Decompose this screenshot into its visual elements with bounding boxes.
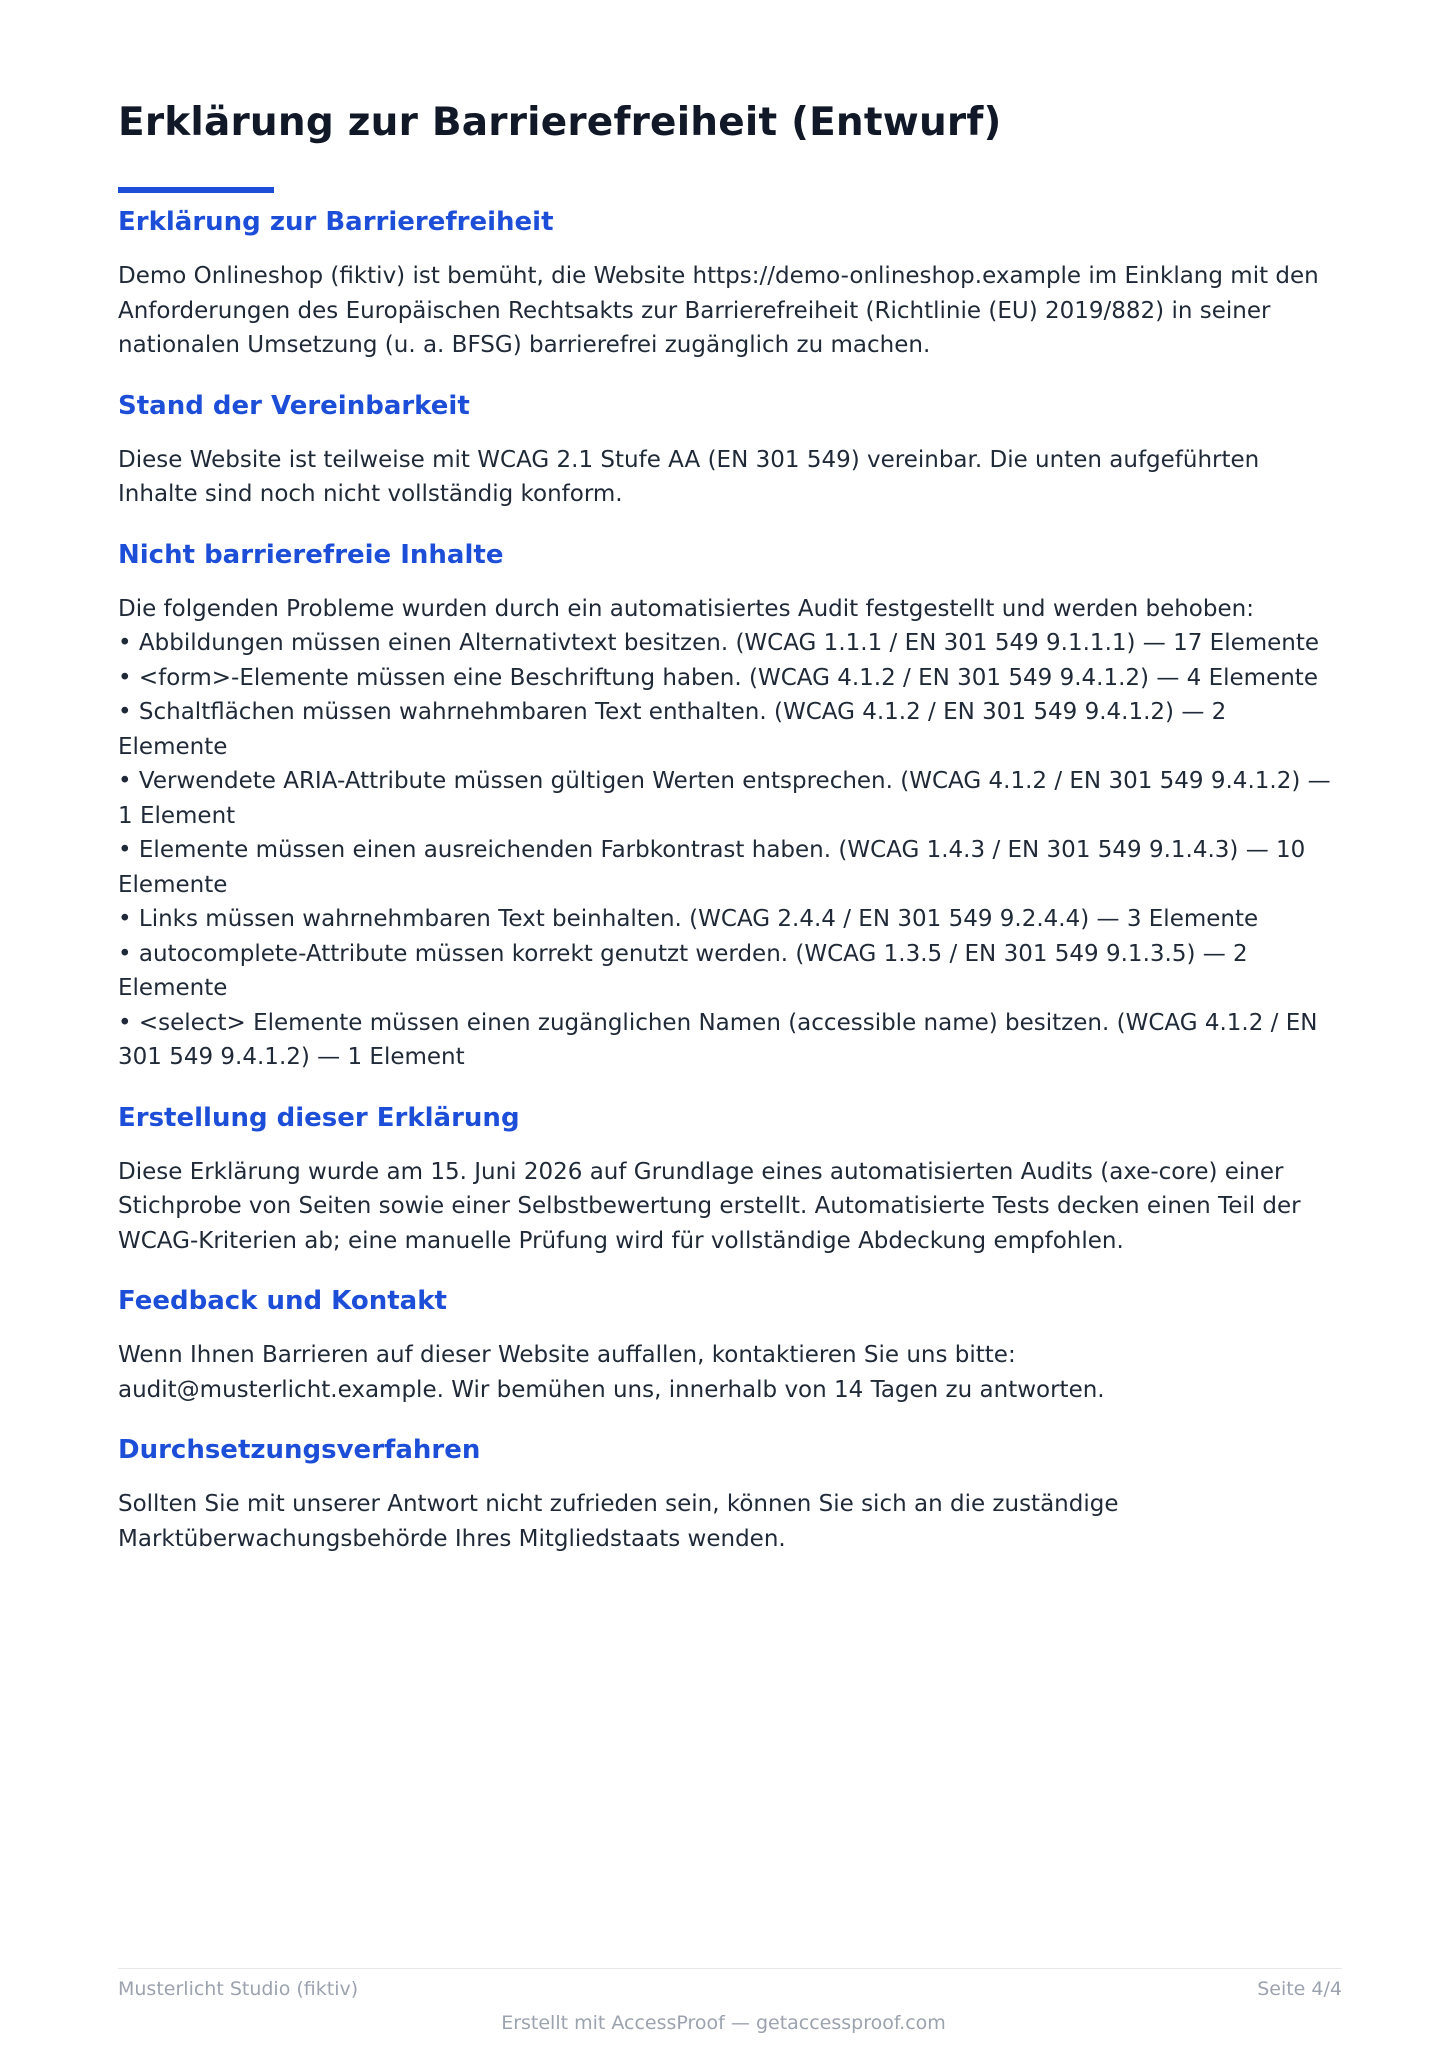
list-item: • Links müssen wahrnehmbaren Text beinhalten. (WCAG 2.4.4 / EN 301 549 9.2.4.4) — 3 Elemente <box>118 902 1342 937</box>
section-intro <box>118 205 1342 363</box>
section-paragraph: Demo Onlineshop (fiktiv) ist bemüht, die Website https://demo-onlineshop.example im Einklang mit den Anforderungen des Europäischen Rechtsakts zur Barrierefreiheit (Richtlinie (EU) 2019/882) in seiner nationalen Umsetzung (u. a. BFSG) barrierefrei zugänglich zu machen. <box>118 263 1319 358</box>
section-creation <box>118 1101 1342 1259</box>
footer-divider <box>118 1968 1342 1969</box>
section-paragraph: Diese Website ist teilweise mit WCAG 2.1 Stufe AA (EN 301 549) vereinbar. Die unten aufgeführten Inhalte sind noch nicht vollständig konform. <box>118 446 1260 507</box>
section-heading: Feedback und Kontakt <box>118 1286 447 1316</box>
page-title: Erklärung zur Barrierefreiheit (Entwurf) <box>118 100 1002 145</box>
list-item: • <form>-Elemente müssen eine Beschriftung haben. (WCAG 4.1.2 / EN 301 549 9.4.1.2) — 4 Elemente <box>118 661 1342 696</box>
footer-page-number: Seite 4/4 <box>1257 1978 1342 2000</box>
section-paragraph: Wenn Ihnen Barrieren auf dieser Website auffallen, kontaktieren Sie uns bitte: audit@musterlicht.example. Wir bemühen uns, innerhalb von 14 Tagen zu antworten. <box>118 1342 1105 1403</box>
list-item: • <select> Elemente müssen einen zugänglichen Namen (accessible name) besitzen. (WCAG 4.1.2 / EN 301 549 9.4.1.2) — 1 Element <box>118 1006 1342 1075</box>
list-item: • Elemente müssen einen ausreichenden Farbkontrast haben. (WCAG 1.4.3 / EN 301 549 9.1.4.3) — 10 Elemente <box>118 833 1342 902</box>
section-heading: Durchsetzungsverfahren <box>118 1435 481 1465</box>
issues-intro: Die folgenden Probleme wurden durch ein automatisiertes Audit festgestellt und werden behoben: <box>118 595 1254 622</box>
list-item: • Verwendete ARIA-Attribute müssen gültigen Werten entsprechen. (WCAG 4.1.2 / EN 301 549 9.4.1.2) — 1 Element <box>118 764 1342 833</box>
section-issues <box>118 538 1342 1075</box>
footer-company: Musterlicht Studio (fiktiv) <box>118 1978 359 2000</box>
section-heading: Erstellung dieser Erklärung <box>118 1102 520 1133</box>
section-status <box>118 389 1342 512</box>
section-paragraph: Sollten Sie mit unserer Antwort nicht zufrieden sein, können Sie sich an die zuständige Marktüberwachungsbehörde Ihres Mitgliedstaats wenden. <box>118 1491 1119 1552</box>
section-paragraph: Diese Erklärung wurde am 15. Juni 2026 auf Grundlage eines automatisierten Audits (axe-core) einer Stichprobe von Seiten sowie einer Selbstbewertung erstellt. Automatisierte Tests decken einen Teil der WCAG-Kriterien ab; eine manuelle Prüfung wird für vollständige Abdeckung empfohlen. <box>118 1158 1301 1254</box>
document-body <box>118 205 1342 1582</box>
issues-list <box>118 626 1342 1075</box>
section-heading: Stand der Vereinbarkeit <box>118 390 470 421</box>
list-item: • Schaltflächen müssen wahrnehmbaren Text enthalten. (WCAG 4.1.2 / EN 301 549 9.4.1.2) — 2 Elemente <box>118 695 1342 764</box>
section-heading: Nicht barrierefreie Inhalte <box>118 539 504 570</box>
list-item: • Abbildungen müssen einen Alternativtext besitzen. (WCAG 1.1.1 / EN 301 549 9.1.1.1) — 17 Elemente <box>118 626 1342 661</box>
section-enforcement <box>118 1433 1342 1556</box>
section-heading: Erklärung zur Barrierefreiheit <box>118 207 554 237</box>
title-accent-rule <box>118 187 274 193</box>
list-item: • autocomplete-Attribute müssen korrekt genutzt werden. (WCAG 1.3.5 / EN 301 549 9.1.3.5) — 2 Elemente <box>118 937 1342 1006</box>
footer-credit: Erstellt mit AccessProof — getaccessproof.com <box>501 2012 946 2034</box>
section-feedback <box>118 1284 1342 1407</box>
